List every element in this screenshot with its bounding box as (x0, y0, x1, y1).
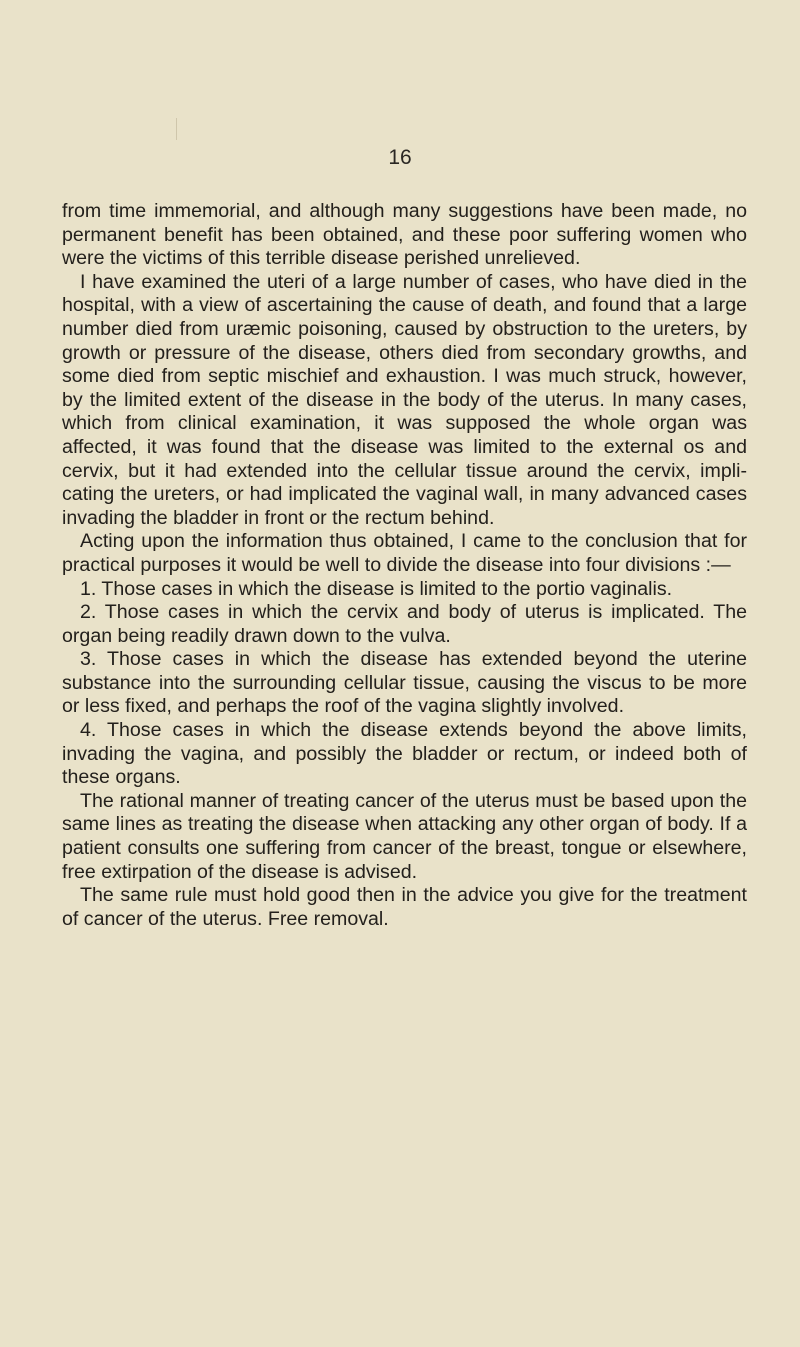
list-item-division-1: 1. Those cases in which the disease is limited to the portio vaginalis. (80, 577, 673, 600)
page-number: 16 (388, 146, 412, 169)
list-item-division-4: 4. Those cases in which the disease extends beyond the above limits, invading the vagina, and possibly the bladder or rectum, or indeed both of these organs. (62, 719, 747, 789)
paragraph-same-rule: The same rule must hold good then in the advice you give for the treatment of cancer of the uterus. Free removal. (62, 884, 747, 930)
page-mark (176, 118, 177, 140)
paragraph-continuation: from time immemorial, and although many suggestions have been made, no permanent benefit has been obtained, and these poor suffering women who were the victims of this terrible disease perished unrelieved. (62, 200, 747, 270)
list-item-division-3: 3. Those cases in which the disease has extended beyond the uterine substance into the surrounding cellular tissue, causing the viscus to be more or less fixed, and perhaps the roof of the vagina slightly involved. (62, 648, 747, 718)
paragraph-examination: I have examined the uteri of a large number of cases, who have died in the hospital, with a view of ascertaining the cause of death, and found that a large number died from uræmic poisoning, caused by obstruction to the ureters, by growth or pressure of the disease, others died from secondary growths, and some died from septic mischief and exhaustion. I was much struck, however, by the limited extent of the disease in the body of the uterus. In many cases, which from clinical examination, it was supposed the whole organ was affected, it was found that the disease was limited to the external os and cervix, but it had extended into the cellular tissue around the cervix, impli- cating the ureters, or had implicated the vaginal wall, in many advanced cases invading the bladder in front or the rectum behind. (62, 270, 747, 529)
body-text (62, 200, 747, 931)
paragraph-divisions-intro: Acting upon the information thus obtained, I came to the conclusion that for practical purposes it would be well to divide the disease into four divisions :— (62, 530, 747, 576)
list-item-division-2: 2. Those cases in which the cervix and body of uterus is implicated. The organ being readily drawn down to the vulva. (62, 601, 747, 647)
paragraph-rational-treatment: The rational manner of treating cancer of the uterus must be based upon the same lines as treating the disease when attacking any other organ of body. If a patient consults one suffering from cancer of the breast, tongue or elsewhere, free extirpation of the disease is advised. (62, 789, 747, 883)
